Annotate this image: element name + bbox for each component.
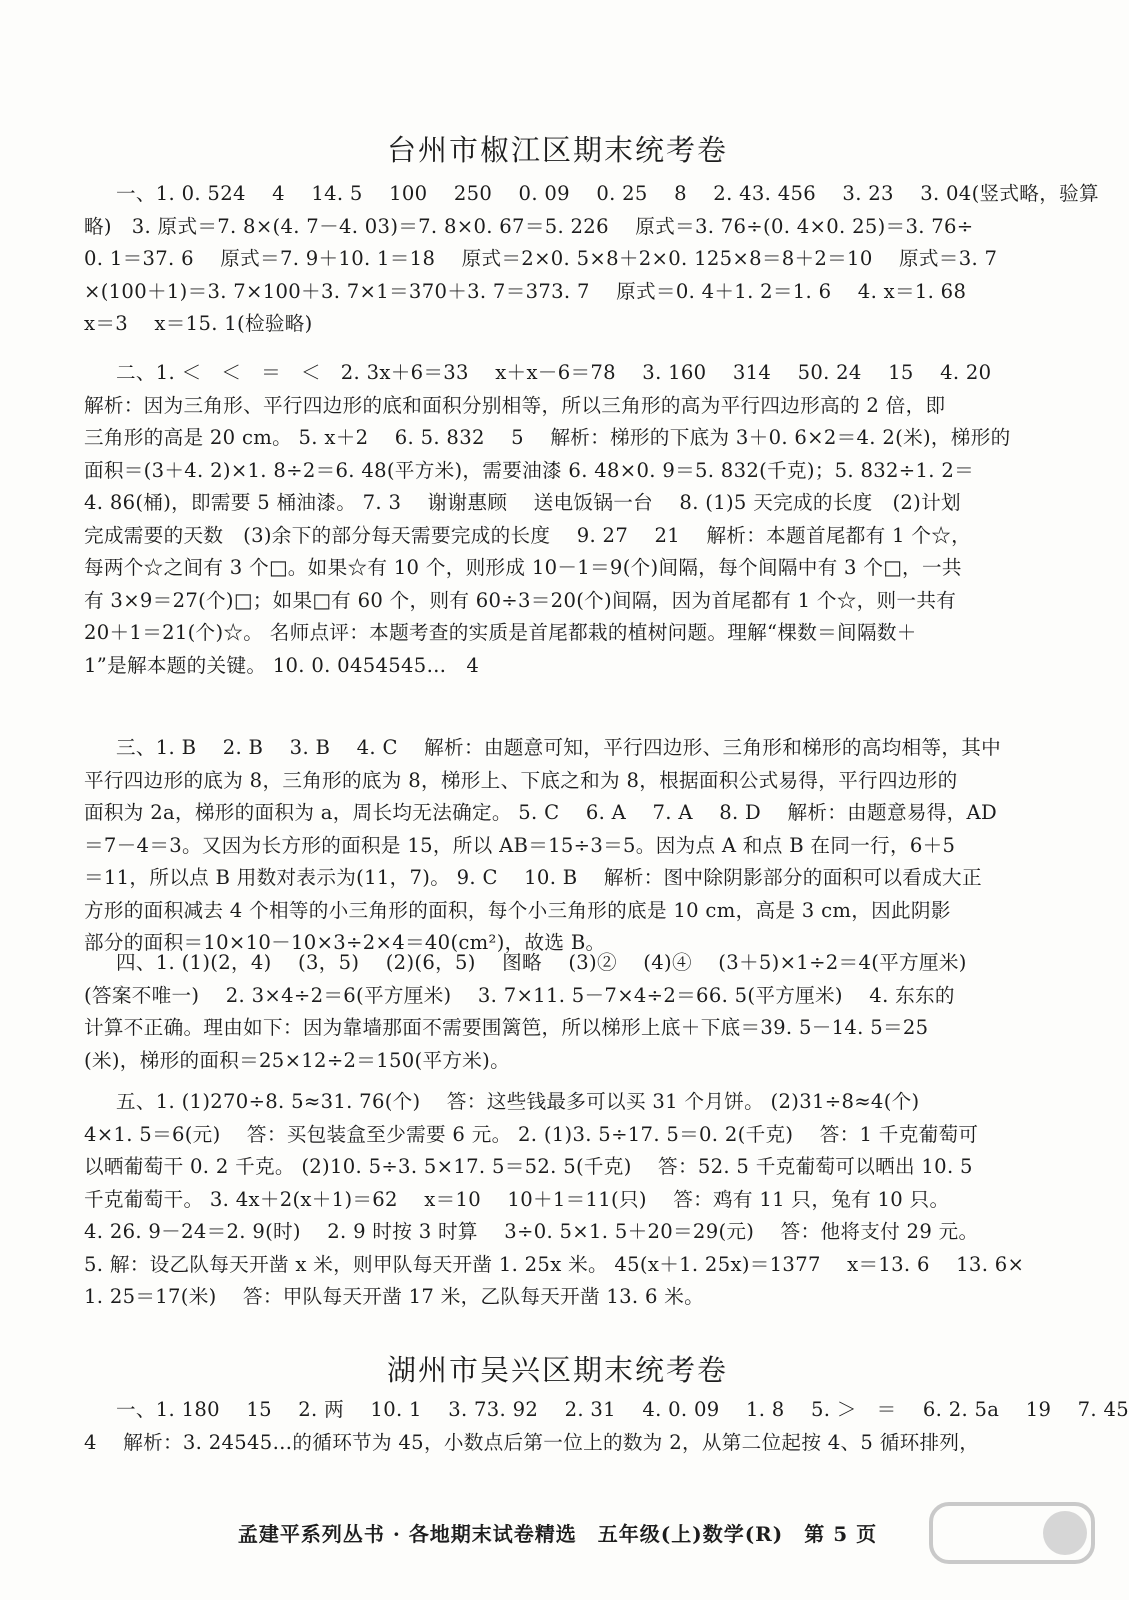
watermark-logo xyxy=(927,1500,1097,1595)
text-line: 有 3×9＝27(个)□；如果□有 60 个，则有 60÷3＝20(个)间隔，因为首尾都有 1 个☆，则一共有 xyxy=(84,588,957,612)
text-line: 以晒葡萄干 0. 2 千克。 (2)10. 5÷3. 5×17. 5＝52. 5(千克) 答：52. 5 千克葡萄可以晒出 10. 5 xyxy=(84,1155,973,1178)
section1-part3 xyxy=(84,732,1002,960)
text-line: 4. 86(桶)，即需要 5 桶油漆。 7. 3 谢谢惠顾 送电饭锅一台 8. (1)5 天完成的长度 (2)计划 xyxy=(84,491,961,514)
text-line: 计算不正确。理由如下：因为靠墙那面不需要围篱笆，所以梯形上底＋下底＝39. 5－14. 5＝25 xyxy=(84,1016,929,1039)
text-line: 方形的面积减去 4 个相等的小三角形的面积，每个小三角形的底是 10 cm，高是 3 cm，因此阴影 xyxy=(84,898,951,922)
text-line: 部分的面积＝10×10－10×3÷2×4＝40(cm²)，故选 B。 xyxy=(84,931,606,954)
text-line: 三、1. B 2. B 3. B 4. C 解析：由题意可知，平行四边形、三角形和梯形的高均相等，其中 xyxy=(116,736,1002,759)
text-line: ＝11，所以点 B 用数对表示为(11，7)。 9. C 10. B 解析：图中除阴影部分的面积可以看成大正 xyxy=(84,866,982,889)
text-line: 4. 26. 9－24＝2. 9(时) 2. 9 时按 3 时算 3÷0. 5×1. 5＋20＝29(元) 答：他将支付 29 元。 xyxy=(84,1220,979,1243)
text-line: x＝3 x＝15. 1(检验略) xyxy=(84,312,313,335)
text-line: 三角形的高是 20 cm。 5. x＋2 6. 5. 832 5 解析：梯形的下底为 3＋0. 6×2＝4. 2(米)，梯形的 xyxy=(84,426,1011,449)
section1-part1 xyxy=(84,178,1099,341)
section1-part2 xyxy=(84,357,1011,682)
text-line: 4 解析：3. 24545…的循环节为 45，小数点后第一位上的数为 2，从第二位起按 4、5 循环排列， xyxy=(84,1430,980,1454)
text-line: 千克葡萄干。 3. 4x＋2(x＋1)＝62 x＝10 10＋1＝11(只) 答：鸡有 11 只，兔有 10 只。 xyxy=(84,1187,950,1211)
text-line: 5. 解：设乙队每天开凿 x 米，则甲队每天开凿 1. 25x 米。 45(x＋1. 25x)＝1377 x＝13. 6 13. 6× xyxy=(84,1252,1025,1276)
text-line: ×(100＋1)＝3. 7×100＋3. 7×1＝370＋3. 7＝373. 7 原式＝0. 4＋1. 2＝1. 6 4. x＝1. 68 xyxy=(84,279,967,303)
page-footer: 孟建平系列丛书 · 各地期末试卷精选 五年级(上)数学(R) 第 5 页 xyxy=(237,1522,878,1546)
text-line: 一、1. 0. 524 4 14. 5 100 250 0. 09 0. 25 8 2. 43. 456 3. 23 3. 04(竖式略，验算 xyxy=(116,182,1099,205)
text-line: 20＋1＝21(个)☆。 名师点评：本题考查的实质是首尾都栽的植树问题。理解“棵数＝间隔数＋ xyxy=(84,621,917,644)
section-title-huzhou: 湖州市吴兴区期末统考卷 xyxy=(386,1353,728,1387)
text-line: 解析：因为三角形、平行四边形的底和面积分别相等，所以三角形的高为平行四边形高的 2 倍，即 xyxy=(84,393,946,417)
text-line: 面积＝(3＋4. 2)×1. 8÷2＝6. 48(平方米)，需要油漆 6. 48×0. 9＝5. 832(千克)；5. 832÷1. 2＝ xyxy=(84,458,974,482)
text-line: 略) 3. 原式＝7. 8×(4. 7－4. 03)＝7. 8×0. 67＝5. 226 原式＝3. 76÷(0. 4×0. 25)＝3. 76÷ xyxy=(84,214,974,238)
text-line: 1. 25＝17(米) 答：甲队每天开凿 17 米，乙队每天开凿 13. 6 米。 xyxy=(84,1285,705,1308)
text-line: 每两个☆之间有 3 个□。如果☆有 10 个，则形成 10－1＝9(个)间隔，每个间隔中有 3 个□，一共 xyxy=(84,556,962,579)
text-line: (米)，梯形的面积＝25×12÷2＝150(平方米)。 xyxy=(84,1048,510,1072)
section1-part5 xyxy=(84,1086,1025,1314)
text-line: 五、1. (1)270÷8. 5≈31. 76(个) 答：这些钱最多可以买 31 个月饼。 (2)31÷8≈4(个) xyxy=(116,1090,920,1113)
section2-part1 xyxy=(84,1394,1129,1459)
text-line: 0. 1＝37. 6 原式＝7. 9＋10. 1＝18 原式＝2×0. 5×8＋2×0. 125×8＝8＋2＝10 原式＝3. 7 xyxy=(84,247,998,270)
section-title-taizhou: 台州市椒江区期末统考卷 xyxy=(386,133,728,167)
text-line: 完成需要的天数 (3)余下的部分每天需要完成的长度 9. 27 21 解析：本题首尾都有 1 个☆， xyxy=(84,523,972,547)
text-line: 1”是解本题的关键。 10. 0. 0454545… 4 xyxy=(84,653,480,677)
section1-part4 xyxy=(84,947,984,1077)
text-line: 4×1. 5＝6(元) 答：买包装盒至少需要 6 元。 2. (1)3. 5÷17. 5＝0. 2(千克) 答：1 千克葡萄可 xyxy=(84,1122,979,1146)
text-line: 二、1. ＜ ＜ ＝ ＜ 2. 3x＋6＝33 x＋x－6＝78 3. 160 314 50. 24 15 4. 20 xyxy=(116,361,992,384)
text-line: (答案不唯一) 2. 3×4÷2＝6(平方厘米) 3. 7×11. 5－7×4÷2＝66. 5(平方厘米) 4. 东东的 xyxy=(84,983,955,1007)
watermark-circle xyxy=(1043,1511,1087,1555)
text-line: 四、1. (1)(2，4) (3，5) (2)(6，5) 图略 (3)② (4)④ (3＋5)×1÷2＝4(平方厘米) xyxy=(116,951,967,974)
text-line: 平行四边形的底为 8，三角形的底为 8，梯形上、下底之和为 8，根据面积公式易得，平行四边形的 xyxy=(84,768,958,792)
text-line: ＝7－4＝3。又因为长方形的面积是 15，所以 AB＝15÷3＝5。因为点 A 和点 B 在同一行，6＋5 xyxy=(84,833,956,857)
text-line: 面积为 2a，梯形的面积为 a，周长均无法确定。 5. C 6. A 7. A 8. D 解析：由题意易得，AD xyxy=(84,801,997,824)
text-line: 一、1. 180 15 2. 两 10. 1 3. 73. 92 2. 31 4. 0. 09 1. 8 5. ＞ ＝ 6. 2. 5a 19 7. 45 xyxy=(116,1398,1129,1421)
